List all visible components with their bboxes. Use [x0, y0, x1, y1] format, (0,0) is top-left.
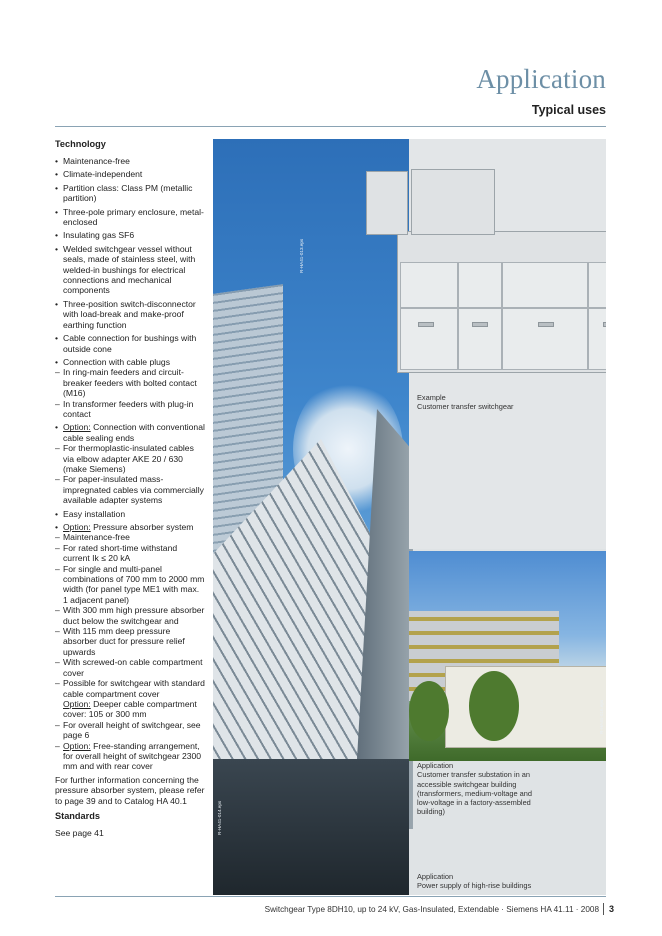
- footer-rule: [55, 896, 606, 897]
- page-number: 3: [603, 903, 614, 915]
- relay-box: [366, 171, 408, 235]
- further-info-text: For further information concerning the pressure absorber system, please refer to page 39 and to Catalog HA 40.1: [55, 774, 205, 806]
- substation-photo: [409, 551, 606, 761]
- sub-item: – For overall height of switchgear, see page 6: [55, 720, 205, 741]
- sub-item: – Option: Free-standing arrangement, for overall height of switchgear 2300 mm and with rear cover: [55, 741, 205, 772]
- sub-item: – In ring-main feeders and circuit-breaker feeders with bolted contact (M16): [55, 367, 205, 398]
- bullet-item: • Welded switchgear vessel without seals, made of stainless steel, with welded-in bushings for electrical connections and mechanical components: [55, 244, 205, 296]
- header-rule: [55, 126, 606, 127]
- bullet-item: • Partition class: Class PM (metallic partition): [55, 183, 205, 204]
- bullet-item: • Maintenance-free: [55, 156, 205, 166]
- sub-item: Option: Deeper cable compartment cover: 105 or 300 mm: [63, 698, 197, 720]
- switchgear-photo: [409, 139, 606, 549]
- standards-text: See page 41: [55, 827, 104, 838]
- bullet-item: • Three-pole primary enclosure, metal-enclosed: [55, 207, 205, 228]
- footer-text: Switchgear Type 8DH10, up to 24 kV, Gas-Insulated, Extendable · Siemens HA 41.11 · 2008: [264, 905, 599, 914]
- technology-heading: Technology: [55, 139, 106, 149]
- sub-item: – For rated short-time withstand current Ik ≤ 20 kA: [55, 543, 205, 564]
- switchgear-caption: Example Customer transfer switchgear: [417, 393, 514, 412]
- bullet-item: • Three-position switch-disconnector with load-break and make-proof earthing function: [55, 299, 205, 330]
- sub-item: – Possible for switchgear with standard cable compartment cover: [55, 678, 205, 699]
- sub-item: – For single and multi-panel combinations of 700 mm to 2000 mm width (for panel type ME1 with max. 1 adjacent panel): [55, 564, 205, 606]
- substation-caption: Application Customer transfer substation in an accessible switchgear building (transformers, medium-voltage and low-voltage in a factory-assembled building): [417, 761, 533, 817]
- switchgear-cabinet: [397, 231, 606, 373]
- sub-item: – In transformer feeders with plug-in contact: [55, 399, 205, 420]
- sub-item: – With 115 mm deep pressure absorber duct for pressure relief upwards: [55, 626, 205, 657]
- relay-box: [411, 169, 495, 235]
- photo-code: R-HA41-016.eps: [599, 699, 604, 734]
- standards-heading: Standards: [55, 810, 100, 821]
- bullet-item: • Option: Connection with conventional cable sealing ends: [55, 422, 205, 443]
- bullet-item: • Cable connection for bushings with outside cone: [55, 333, 205, 354]
- sub-item: – Maintenance-free: [55, 532, 205, 542]
- page-title: Application: [476, 64, 606, 94]
- sub-item: – With 300 mm high pressure absorber duct below the switchgear and: [55, 605, 205, 626]
- tree: [469, 671, 519, 741]
- technology-list: [55, 156, 205, 772]
- sub-item: – For paper-insulated mass-impregnated cables via commercially available adapter systems: [55, 474, 205, 505]
- buildings-caption: Application Power supply of high-rise buildings: [417, 872, 532, 891]
- photo-code: R-HA41-014.eps: [217, 800, 222, 835]
- bullet-item: • Climate-independent: [55, 169, 205, 179]
- page-subtitle: Typical uses: [531, 103, 606, 117]
- bullet-item: • Connection with cable plugs: [55, 357, 205, 367]
- sub-item: – For thermoplastic-insulated cables via elbow adapter AKE 20 / 630 (make Siemens): [55, 443, 205, 474]
- bullet-item: • Option: Pressure absorber system: [55, 522, 205, 532]
- image-panel: [213, 139, 606, 895]
- building-base: [213, 759, 409, 895]
- photo-code: R-HA41-013.eps: [299, 238, 304, 273]
- bullet-item: • Insulating gas SF6: [55, 230, 205, 240]
- tree: [409, 681, 449, 741]
- sub-item: – With screwed-on cable compartment cover: [55, 657, 205, 678]
- technology-column: [55, 139, 205, 838]
- high-rise-photo: [213, 139, 409, 895]
- bullet-item: • Easy installation: [55, 509, 205, 519]
